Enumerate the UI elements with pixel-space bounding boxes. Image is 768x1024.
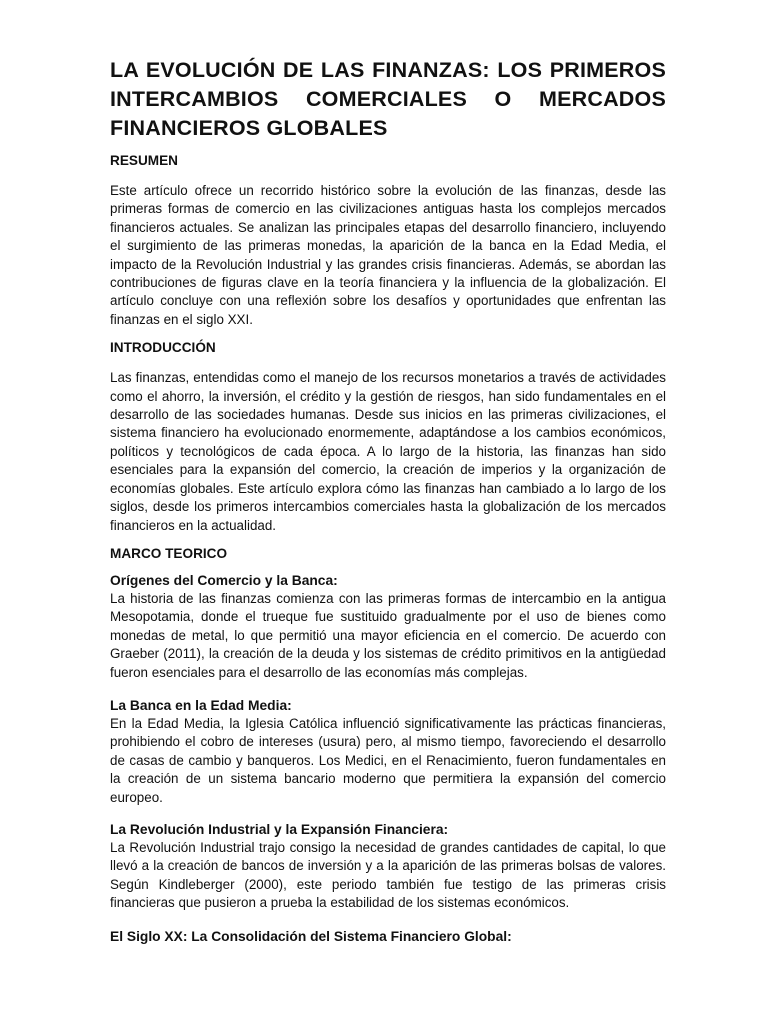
subsection-heading: La Banca en la Edad Media: — [110, 697, 292, 713]
document-page — [110, 56, 666, 946]
resumen-heading: RESUMEN — [110, 153, 178, 168]
subsection-revolucion-industrial — [110, 821, 666, 913]
document-title: LA EVOLUCIÓN DE LAS FINANZAS: LOS PRIMEROS INTERCAMBIOS COMERCIALES O MERCADOS FINANCIEROS GLOBALES — [110, 58, 666, 140]
subsection-heading: El Siglo XX: La Consolidación del Sistema Financiero Global: — [110, 928, 512, 944]
subsection-edad-media — [110, 697, 666, 807]
subsection-paragraph: La historia de las finanzas comienza con las primeras formas de intercambio en la antigua Mesopotamia, donde el trueque fue sustituido gradualmente por el uso de bienes como monedas de metal, lo que permitió una mayor eficiencia en el comercio. De acuerdo con Graeber (2011), la creación de la deuda y los sistemas de crédito primitivos en la antigüedad fueron esenciales para el desarrollo de las economías más complejas. — [110, 590, 666, 680]
subsection-heading: La Revolución Industrial y la Expansión Financiera: — [110, 821, 449, 837]
subsection-paragraph: En la Edad Media, la Iglesia Católica influenció significativamente las prácticas financieras, prohibiendo el cobro de intereses (usura) pero, al mismo tiempo, favoreciendo el desarrollo de casas de cambio y banqueros. Los Medici, en el Renacimiento, fueron fundamentales en la creación de un sistema bancario moderno que permitiera la expansión del comercio europeo. — [110, 715, 666, 805]
subsection-paragraph: La Revolución Industrial trajo consigo la necesidad de grandes cantidades de capital, lo que llevó a la creación de bancos de inversión y a la aparición de las primeras bolsas de valores. Según Kindleberger (2000), este periodo también fue testigo de las primeras crisis financieras que pusieron a prueba la estabilidad de los sistemas económicos. — [110, 839, 666, 911]
marco-teorico-heading: MARCO TEORICO — [110, 545, 228, 561]
introduccion-paragraph: Las finanzas, entendidas como el manejo de los recursos monetarios a través de actividades como el ahorro, la inversión, el crédito y la gestión de riesgos, han sido fundamentales en el desarrollo de las sociedades humanas. Desde sus inicios en las primeras civilizaciones, el sistema financiero ha evolucionado enormemente, adaptándose a los cambios económicos, políticos y tecnológicos de cada época. A lo largo de la historia, las finanzas han sido esenciales para la expansión del comercio, la creación de imperios y la organización de economías globales. Este artículo explora cómo las finanzas han cambiado a lo largo de los siglos, desde los primeros intercambios comerciales hasta la globalización de los mercados financieros en la actualidad. — [110, 370, 666, 533]
resumen-paragraph: Este artículo ofrece un recorrido histórico sobre la evolución de las finanzas, desde las primeras formas de comercio en las civilizaciones antiguas hasta los complejos mercados financieros actuales. Se analizan las principales etapas del desarrollo financiero, incluyendo el surgimiento de las primeras monedas, la aparición de la banca en la Edad Media, el impacto de la Revolución Industrial y las grandes crisis financieras. Además, se abordan las contribuciones de figuras clave en la teoría financiera y la influencia de la globalización. El artículo concluye con una reflexión sobre los desafíos y oportunidades que enfrentan las finanzas en el siglo XXI. — [110, 183, 666, 327]
subsection-heading: Orígenes del Comercio y la Banca: — [110, 572, 338, 588]
introduccion-heading: INTRODUCCIÓN — [110, 340, 216, 356]
subsection-siglo-xx — [110, 928, 666, 946]
subsection-origenes — [110, 572, 666, 682]
